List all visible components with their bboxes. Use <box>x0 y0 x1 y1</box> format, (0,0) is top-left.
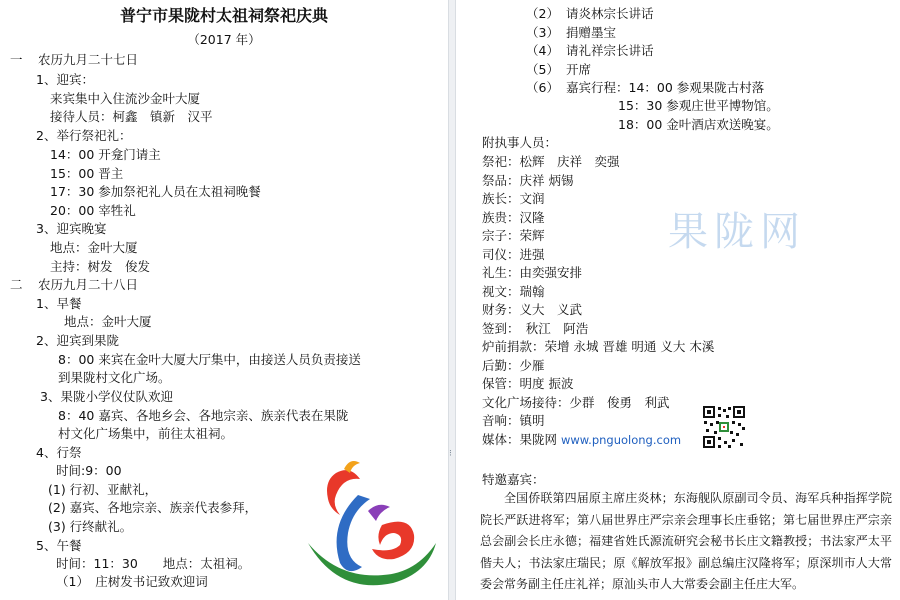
staff-row: 炉前捐款：荣增 永城 晋雄 明通 义大 木溪 <box>482 339 715 354</box>
ritual-item: (2) 嘉宾、各地宗亲、族亲代表参拜， <box>48 500 258 515</box>
staff-row: 文化广场接待：少群 俊勇 利武 <box>482 395 670 410</box>
itinerary-line: 15：30 参观庄世平博物馆。 <box>618 98 779 113</box>
ritual-item: (3) 行终献礼。 <box>48 519 133 534</box>
staff-row: 祭祀：松辉 庆祥 奕强 <box>482 154 620 169</box>
day2-section-2-line: 8：00 来宾在金叶大厦大厅集中，由接送人员负责接送 <box>58 352 361 367</box>
schedule-item: 15：00 晋主 <box>50 166 124 181</box>
day2-section-5-time: 时间：11：30 地点：太祖祠。 <box>56 556 251 571</box>
staff-row: 签到： 秋江 阿浩 <box>482 321 589 336</box>
page-break-marker-icon: ⁝ <box>449 449 452 459</box>
guests-paragraph: 全国侨联第四届原主席庄炎林；东海舰队原副司令员、海军兵种指挥学院院长严跃进将军；第八届世界庄严宗亲会理事长庄垂铭；第七届世界庄严宗亲总会副会长庄永德；福建省姓氏源流研究会秘书长庄文籍教授；书法家严太平偕夫人；书法家庄瑞民；原《解放军报》副总编庄汉隆将军；原深圳市人大常委会常务副主任庄礼祥；原汕头市人大常委会副主任庄大军。 <box>480 491 892 591</box>
program-item-number: （6） <box>526 80 559 95</box>
staff-row: 音响：镇明 <box>482 413 545 428</box>
day1-section-2-title: 2、举行祭祀礼： <box>36 128 132 143</box>
day1-section-3-host: 主持：树发 俊发 <box>50 259 151 274</box>
schedule-item: 17：30 参加祭祀礼人员在太祖祠晚餐 <box>50 184 261 199</box>
day2-heading: 农历九月二十八日 <box>38 277 139 292</box>
document-page-left <box>0 0 448 600</box>
day2-section-4-title: 4、行祭 <box>36 445 82 460</box>
staff-row: 宗子：荣辉 <box>482 228 545 243</box>
program-item-number: （5） <box>526 62 559 77</box>
staff-row: 保管：明度 振波 <box>482 376 574 391</box>
staff-row: 视文：瑞翰 <box>482 284 545 299</box>
program-item-text: 请炎林宗长讲话 <box>566 6 654 21</box>
day2-section-3-title: 3、果陇小学仪仗队欢迎 <box>40 389 173 404</box>
ritual-item: (1) 行初、亚献礼， <box>48 482 158 497</box>
media-row <box>482 432 681 448</box>
day1-heading: 农历九月二十七日 <box>38 52 139 67</box>
day2-section-3-line: 村文化广场集中，前往太祖祠。 <box>58 426 234 441</box>
day2-section-1-title: 1、早餐 <box>36 296 82 311</box>
itinerary-line: 18：00 金叶酒店欢送晚宴。 <box>618 117 779 132</box>
day1-section-1-line: 接待人员：柯鑫 镇新 汉平 <box>50 109 213 124</box>
staff-row: 祭品：庆祥 炳锡 <box>482 173 574 188</box>
document-year: （2017 年） <box>187 32 261 47</box>
staff-row: 族长：文润 <box>482 191 545 206</box>
day2-section-2-line: 到果陇村文化广场。 <box>58 370 171 385</box>
program-item-number: （2） <box>526 6 559 21</box>
document-title: 普宁市果陇村太祖祠祭祀庆典 <box>119 6 328 25</box>
page-gutter <box>448 0 456 600</box>
schedule-item: 20：00 宰牲礼 <box>50 203 136 218</box>
program-item-text: 开席 <box>566 62 592 77</box>
schedule-item: 14：00 开龛门请主 <box>50 147 161 162</box>
day2-section-4-time: 时间:9：00 <box>56 463 122 478</box>
day2-heading-number: 二 <box>10 277 23 292</box>
day1-section-3-title: 3、迎宾晚宴 <box>36 221 107 236</box>
guests-title: 特邀嘉宾： <box>482 472 545 487</box>
staff-row: 财务：义大 义武 <box>482 302 583 317</box>
program-item: （1） 庄树发书记致欢迎词 <box>56 574 208 589</box>
program-item-number: （4） <box>526 43 559 58</box>
program-item-text: 捐赠墨宝 <box>566 25 617 40</box>
media-label: 媒体：果陇网 <box>482 432 558 447</box>
staff-row: 司仪：进强 <box>482 247 545 262</box>
staff-row: 后勤：少雁 <box>482 358 545 373</box>
day1-section-1-line: 来宾集中入住流沙金叶大厦 <box>50 91 201 106</box>
program-item-text: 嘉宾行程：14：00 参观果陇古村落 <box>566 80 765 95</box>
day2-section-5-title: 5、午餐 <box>36 538 82 553</box>
day1-heading-number: 一 <box>10 52 23 67</box>
day2-section-2-title: 2、迎宾到果陇 <box>36 333 119 348</box>
watermark: 果陇网 <box>668 209 806 255</box>
event-logo-icon <box>298 455 438 595</box>
website-link[interactable]: www.pnguolong.com <box>561 433 682 447</box>
staff-title: 附执事人员： <box>482 135 558 150</box>
program-item-text: 请礼祥宗长讲话 <box>566 43 654 58</box>
staff-row: 族贵：汉隆 <box>482 210 545 225</box>
day1-section-3-place: 地点：金叶大厦 <box>50 240 138 255</box>
staff-row: 礼生：由奕强安排 <box>482 265 583 280</box>
qr-code-icon <box>702 405 746 449</box>
day2-section-1-place: 地点：金叶大厦 <box>64 314 152 329</box>
program-item-number: （3） <box>526 25 559 40</box>
day1-section-1-title: 1、迎宾： <box>36 72 94 87</box>
day2-section-3-line: 8：40 嘉宾、各地乡会、各地宗亲、族亲代表在果陇 <box>58 408 349 423</box>
